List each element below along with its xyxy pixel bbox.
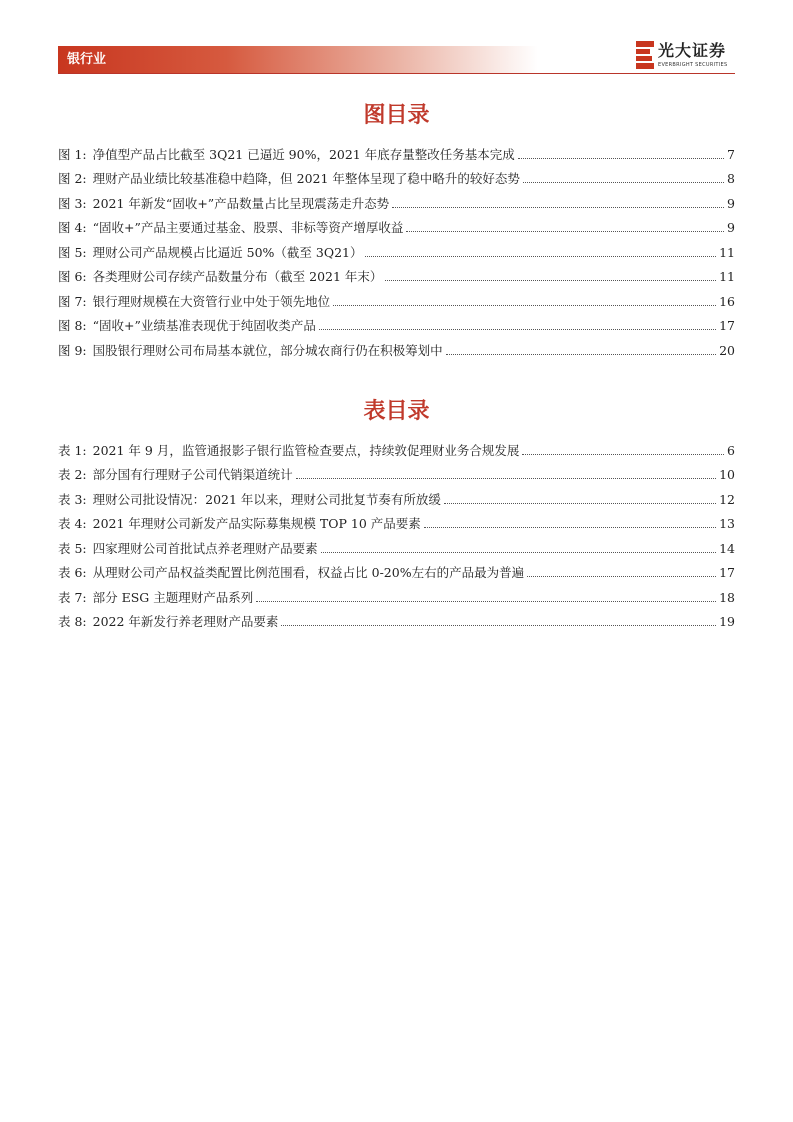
table-toc-entry-number: 表 7: <box>58 589 87 605</box>
figure-toc-list <box>58 138 735 359</box>
logo-english-name: EVERBRIGHT SECURITIES <box>658 62 728 68</box>
figure-toc-entry-title: “固收+”产品主要通过基金、股票、非标等资产增厚收益 <box>92 220 404 235</box>
figure-toc-entry-title: 国股银行理财公司布局基本就位，部分城农商行仍在积极筹划中 <box>92 342 443 358</box>
figure-toc-entry-page: 11 <box>719 244 735 260</box>
table-toc-entry-title: 理财公司批设情况：2021 年以来，理财公司批复节奏有所放缓 <box>92 491 441 507</box>
dot-leader <box>392 207 724 208</box>
table-toc-entry[interactable] <box>58 483 735 508</box>
table-toc-entry[interactable] <box>58 606 735 631</box>
table-toc-entry-page: 12 <box>719 491 735 507</box>
dot-leader <box>321 552 716 553</box>
dot-leader <box>518 158 724 159</box>
table-toc-entry-title: 2022 年新发行养老理财产品要素 <box>92 614 279 629</box>
dot-leader <box>446 354 716 355</box>
logo-mark-icon <box>636 41 654 69</box>
table-toc-entry[interactable] <box>58 532 735 557</box>
figure-toc-entry-page: 20 <box>719 342 735 358</box>
figure-toc-entry-title: “固收+”业绩基准表现优于纯固收类产品 <box>92 318 316 333</box>
table-toc-entry-page: 6 <box>727 442 735 458</box>
figure-toc-entry-number: 图 1: <box>58 146 87 162</box>
logo-chinese-name: 光大证券 <box>658 41 727 60</box>
figure-toc-entry[interactable] <box>58 285 735 310</box>
figure-toc-entry-page: 17 <box>719 318 735 333</box>
figure-toc-entry-title: 银行理财规模在大资管行业中处于领先地位 <box>92 293 331 309</box>
figure-toc-entry-number: 图 3: <box>58 195 87 211</box>
table-toc-entry-page: 18 <box>719 589 735 605</box>
figure-toc-entry-number: 图 9: <box>58 342 87 358</box>
figure-toc-entry-title: 理财公司产品规模占比逼近 50%（截至 3Q21） <box>92 244 363 260</box>
figure-toc-entry[interactable] <box>58 212 735 237</box>
figure-toc-entry-page: 9 <box>727 220 735 235</box>
figure-toc-entry-page: 7 <box>727 146 735 162</box>
table-toc-entry-page: 14 <box>719 540 735 556</box>
dot-leader <box>527 576 716 577</box>
table-toc-entry-page: 19 <box>719 614 735 629</box>
figure-toc-entry[interactable] <box>58 138 735 163</box>
dot-leader <box>319 329 716 330</box>
table-toc-entry-title: 部分国有行理财子公司代销渠道统计 <box>92 467 293 482</box>
figure-toc-entry-page: 9 <box>727 195 735 211</box>
dot-leader <box>365 256 716 257</box>
table-toc-entry-page: 17 <box>719 565 735 580</box>
figure-toc-entry[interactable] <box>58 163 735 188</box>
dot-leader <box>296 478 716 479</box>
figure-toc-entry-number: 图 2: <box>58 171 87 186</box>
figure-toc-entry-page: 11 <box>719 269 735 284</box>
dot-leader <box>333 305 716 306</box>
table-toc-entry-page: 10 <box>719 467 735 482</box>
table-toc-entry-title: 部分 ESG 主题理财产品系列 <box>92 589 254 605</box>
table-toc-entry[interactable] <box>58 557 735 582</box>
table-toc-list <box>58 434 735 630</box>
table-toc-entry-page: 13 <box>719 516 735 531</box>
table-toc-entry[interactable] <box>58 434 735 459</box>
dot-leader <box>256 601 716 602</box>
table-toc-entry[interactable] <box>58 581 735 606</box>
table-toc-entry-number: 表 2: <box>58 467 87 482</box>
figure-toc-entry[interactable] <box>58 310 735 335</box>
table-toc-entry-number: 表 8: <box>58 614 87 629</box>
figure-toc-entry-page: 16 <box>719 293 735 309</box>
table-toc-title: 表目录 <box>363 399 430 424</box>
table-toc-entry-number: 表 6: <box>58 565 87 580</box>
section-label: 银行业 <box>67 52 107 67</box>
dot-leader <box>281 625 716 626</box>
table-toc-entry-number: 表 4: <box>58 516 87 531</box>
figure-toc-entry-number: 图 5: <box>58 244 87 260</box>
dot-leader <box>444 503 716 504</box>
table-toc-entry-title: 2021 年理财公司新发产品实际募集规模 TOP 10 产品要素 <box>92 516 421 531</box>
header-divider <box>58 73 735 74</box>
dot-leader <box>522 454 724 455</box>
figure-toc-entry-number: 图 6: <box>58 269 87 284</box>
table-toc-entry[interactable] <box>58 459 735 484</box>
figure-toc-entry[interactable] <box>58 187 735 212</box>
table-toc-entry[interactable] <box>58 508 735 533</box>
table-toc-entry-title: 从理财公司产品权益类配置比例范围看，权益占比 0-20%左右的产品最为普遍 <box>92 565 525 580</box>
figure-toc-entry[interactable] <box>58 334 735 359</box>
figure-toc-entry-page: 8 <box>727 171 735 186</box>
figure-toc-entry-title: 理财产品业绩比较基准稳中趋降，但 2021 年整体呈现了稳中略升的较好态势 <box>92 171 520 186</box>
table-toc-entry-number: 表 1: <box>58 442 87 458</box>
table-toc-entry-title: 2021 年 9 月，监管通报影子银行监管检查要点，持续敦促理财业务合规发展 <box>92 442 520 458</box>
dot-leader <box>385 280 716 281</box>
table-toc-entry-title: 四家理财公司首批试点养老理财产品要素 <box>92 540 318 556</box>
header-band <box>58 46 538 73</box>
figure-toc-title: 图目录 <box>363 103 430 128</box>
figure-toc-entry[interactable] <box>58 236 735 261</box>
figure-toc-entry-title: 2021 年新发“固收+”产品数量占比呈现震荡走升态势 <box>92 195 390 211</box>
table-toc-entry-number: 表 5: <box>58 540 87 556</box>
figure-toc-entry-number: 图 4: <box>58 220 87 235</box>
figure-toc-entry-number: 图 7: <box>58 293 87 309</box>
figure-toc-entry-title: 净值型产品占比截至 3Q21 已逼近 90%，2021 年底存量整改任务基本完成 <box>92 146 515 162</box>
figure-toc-entry-number: 图 8: <box>58 318 87 333</box>
figure-toc-entry[interactable] <box>58 261 735 286</box>
company-logo <box>636 41 736 71</box>
table-toc-entry-number: 表 3: <box>58 491 87 507</box>
dot-leader <box>424 527 716 528</box>
figure-toc-entry-title: 各类理财公司存续产品数量分布（截至 2021 年末） <box>92 269 383 284</box>
dot-leader <box>523 182 724 183</box>
dot-leader <box>406 231 724 232</box>
